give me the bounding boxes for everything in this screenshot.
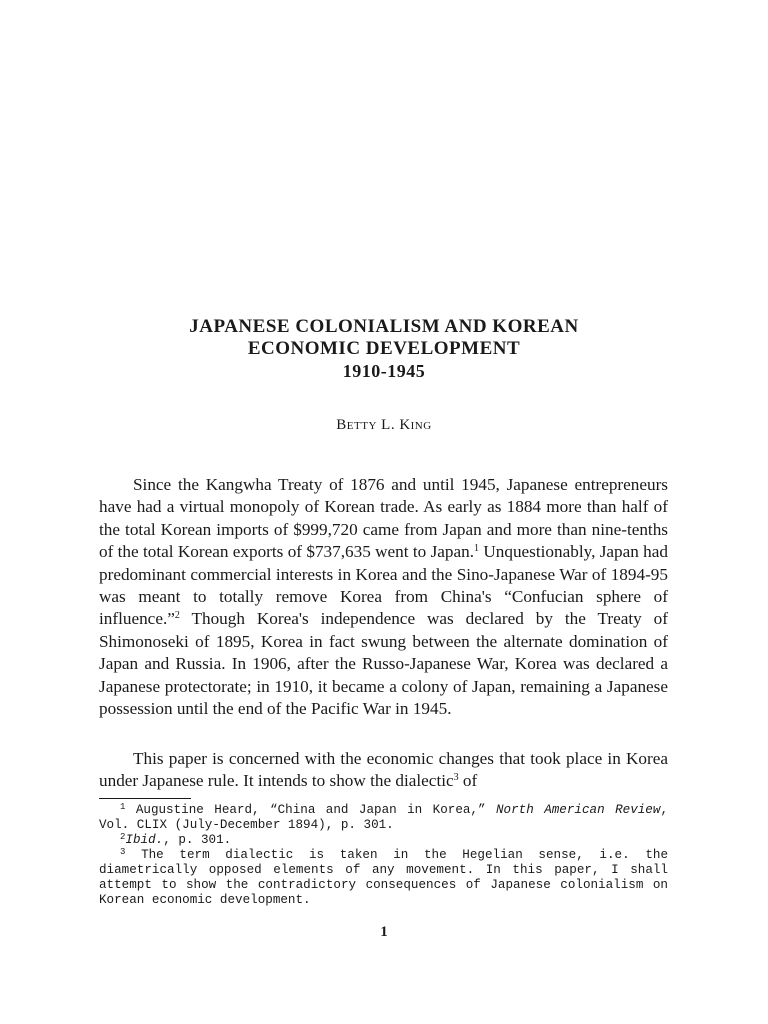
paragraph-2-text-a: This paper is concerned with the economic changes that took place in Korea under Japanese rule. It intends to show the dialectic: [99, 749, 668, 791]
author-byline: Betty L. King: [336, 417, 432, 433]
article-title-line-1: JAPANESE COLONIALISM AND KOREAN: [189, 316, 579, 337]
footnote-2: [99, 833, 668, 848]
footnote-3: [99, 848, 668, 908]
paragraph-1-text-a: Since the Kangwha Treaty of 1876 and until 1945, Japanese entrepreneurs have had a virtual monopoly of Korean trade. As early as 1884 more than half of the total Korean imports of $999,720 came from Japan and more than nine-tenths of the total Korean exports of $737,635 went to Japan.: [99, 475, 668, 562]
paragraph-2-text-b: of: [458, 771, 478, 791]
footnote-ref-2: 2: [174, 610, 180, 622]
footnote-2-text: , p. 301.: [163, 833, 232, 847]
footnote-1-text-b: , Vol. CLIX (July-December 1894), p. 301.: [99, 803, 668, 832]
body-paragraph-2: [99, 748, 668, 793]
paragraph-1-text-c: Though Korea's independence was declared by the Treaty of Shimonoseki of 1895, Korea in fact swung between the alternate domination of Japan and Russia. In 1906, after the Russo-Japanese War, Korea was declared a Japanese protectorate; in 1910, it became a colony of Japan, remaining a Japanese possession until the end of the Pacific War in 1945.: [99, 609, 668, 719]
footnote-2-ibid: Ibid.: [125, 833, 164, 847]
footnote-ref-3: 3: [453, 772, 459, 784]
footnote-2-number: 2: [120, 832, 126, 842]
footnote-divider: [99, 798, 191, 799]
footnote-3-number: 3: [120, 847, 126, 857]
article-title-years: 1910-1945: [342, 361, 426, 381]
footnote-1-number: 1: [120, 802, 126, 812]
body-paragraph-1: [99, 474, 668, 720]
article-title-line-2: ECONOMIC DEVELOPMENT: [247, 338, 521, 359]
footnote-ref-1: 1: [474, 543, 480, 555]
footnote-1-text-a: Augustine Heard, “China and Japan in Korea,”: [125, 803, 496, 817]
footnote-3-text: The term dialectic is taken in the Hegelian sense, i.e. the diametrically opposed elements of any movement. In this paper, I shall attempt to show the contradictory consequences of Japanese colonialism on Korean economic development.: [99, 848, 668, 907]
paragraph-1-text-b: Unquestionably, Japan had predominant commercial interests in Korea and the Sino-Japanese War of 1894-95 was meant to totally remove Korea from China's “Confucian sphere of influence.”: [99, 542, 668, 629]
footnote-1-journal: North American Review: [495, 803, 661, 817]
page-number: 1: [380, 924, 388, 940]
footnotes: [99, 803, 668, 908]
footnote-1: [99, 803, 668, 833]
